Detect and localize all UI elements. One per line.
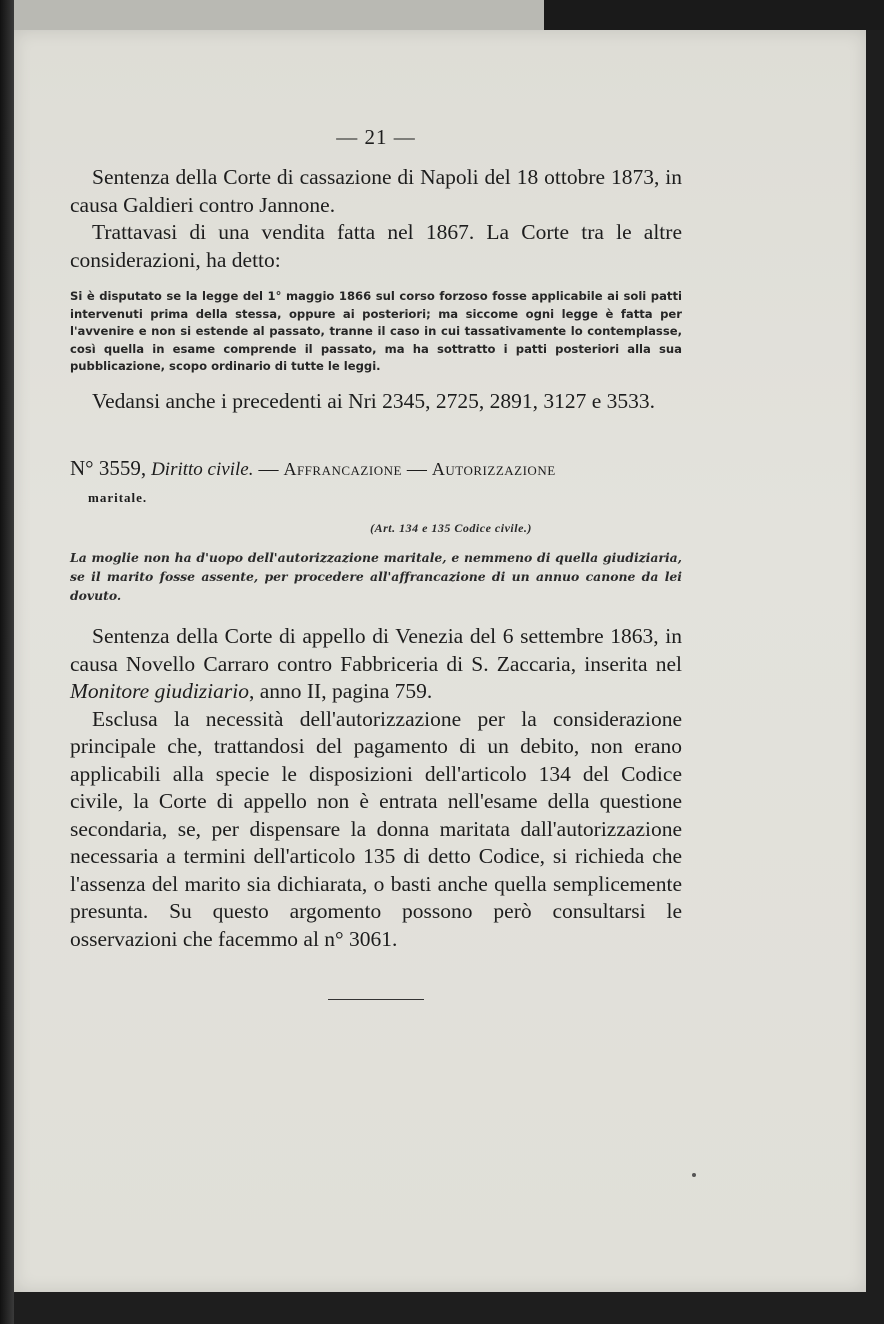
paragraph-judgment-napoli: Sentenza della Corte di cassazione di Napoli del 18 ottobre 1873, in causa Galdieri contro Jannone. (70, 165, 682, 217)
judgment-text-a: Sentenza della Corte di appello di Venezia del 6 settembre 1863, in causa Novello Carraro contro Fabbriceria di S. Zaccaria, inserita nel (70, 624, 682, 676)
scan-top-light (14, 0, 544, 30)
court-quotation: Si è disputato se la legge del 1° maggio 1866 sul corso forzoso fosse applicabile ai soli patti intervenuti prima della stessa, oppure ai posteriori; ma siccome ogni legge è fatta per l'avvenire e non si estende al passato, tranne il caso in cui tassativamente lo contemplasse, così quella in esame comprende il passato, ma ha sottratto i patti posteriori alla sua pubblicazione, scopo ordinario di tutte le leggi. (70, 289, 682, 373)
entry-separator-2: — (401, 458, 432, 480)
entry-articles: (Art. 134 e 135 Codice civile.) (370, 521, 532, 535)
entry-title-autorizzazione: Autorizzazione (431, 459, 556, 479)
scan-top-border (0, 0, 884, 30)
paragraph-judgment-venezia (70, 623, 682, 706)
page-content (70, 125, 682, 1000)
judgment-text-b: , anno II, pagina 759. (248, 679, 433, 703)
paragraph-references: Vedansi anche i precedenti ai Nri 2345, 2725, 2891, 3127 e 3533. (92, 388, 656, 413)
paragraph-case-context: Trattavasi di una vendita fatta nel 1867. La Corte tra le altre considerazioni, ha detto: (70, 220, 682, 272)
scan-left-edge (0, 0, 14, 1324)
entry-title-maritale: maritale. (88, 490, 148, 505)
page-number: — 21 — (336, 125, 416, 149)
entry-separator-1: — (253, 458, 284, 480)
entry-number: N° 3559, (70, 456, 147, 480)
book-page (14, 30, 866, 1292)
entry-title-affrancazione: Affrancazione (283, 459, 402, 479)
closing-rule (328, 999, 424, 1000)
entry-subject: Diritto civile. (151, 459, 254, 480)
entry-heading (70, 455, 682, 511)
journal-title: Monitore giudiziario (70, 679, 249, 703)
paragraph-commentary: Esclusa la necessità dell'autorizzazione per la considerazione principale che, trattandosi del pagamento di un debito, non erano applicabili alla specie le disposizioni dell'articolo 134 del Codice civile, la Corte di appello non è entrata nell'esame della questione secondaria, se, per dispensare la donna maritata dall'autorizzazione necessaria a termini dell'articolo 135 di detto Codice, si richieda che l'assenza del marito sia dichiarata, o basti anche quella semplicemente presunta. Su questo argomento possono però consultarsi le osservazioni che facemmo al n° 3061. (70, 706, 682, 951)
paper-speck (692, 1173, 696, 1177)
entry-maxim: La moglie non ha d'uopo dell'autorizzazione maritale, e nemmeno di quella giudiziaria, se il marito fosse assente, per procedere all'affrancazione di un annuo canone da lei dovuto. (70, 550, 682, 603)
